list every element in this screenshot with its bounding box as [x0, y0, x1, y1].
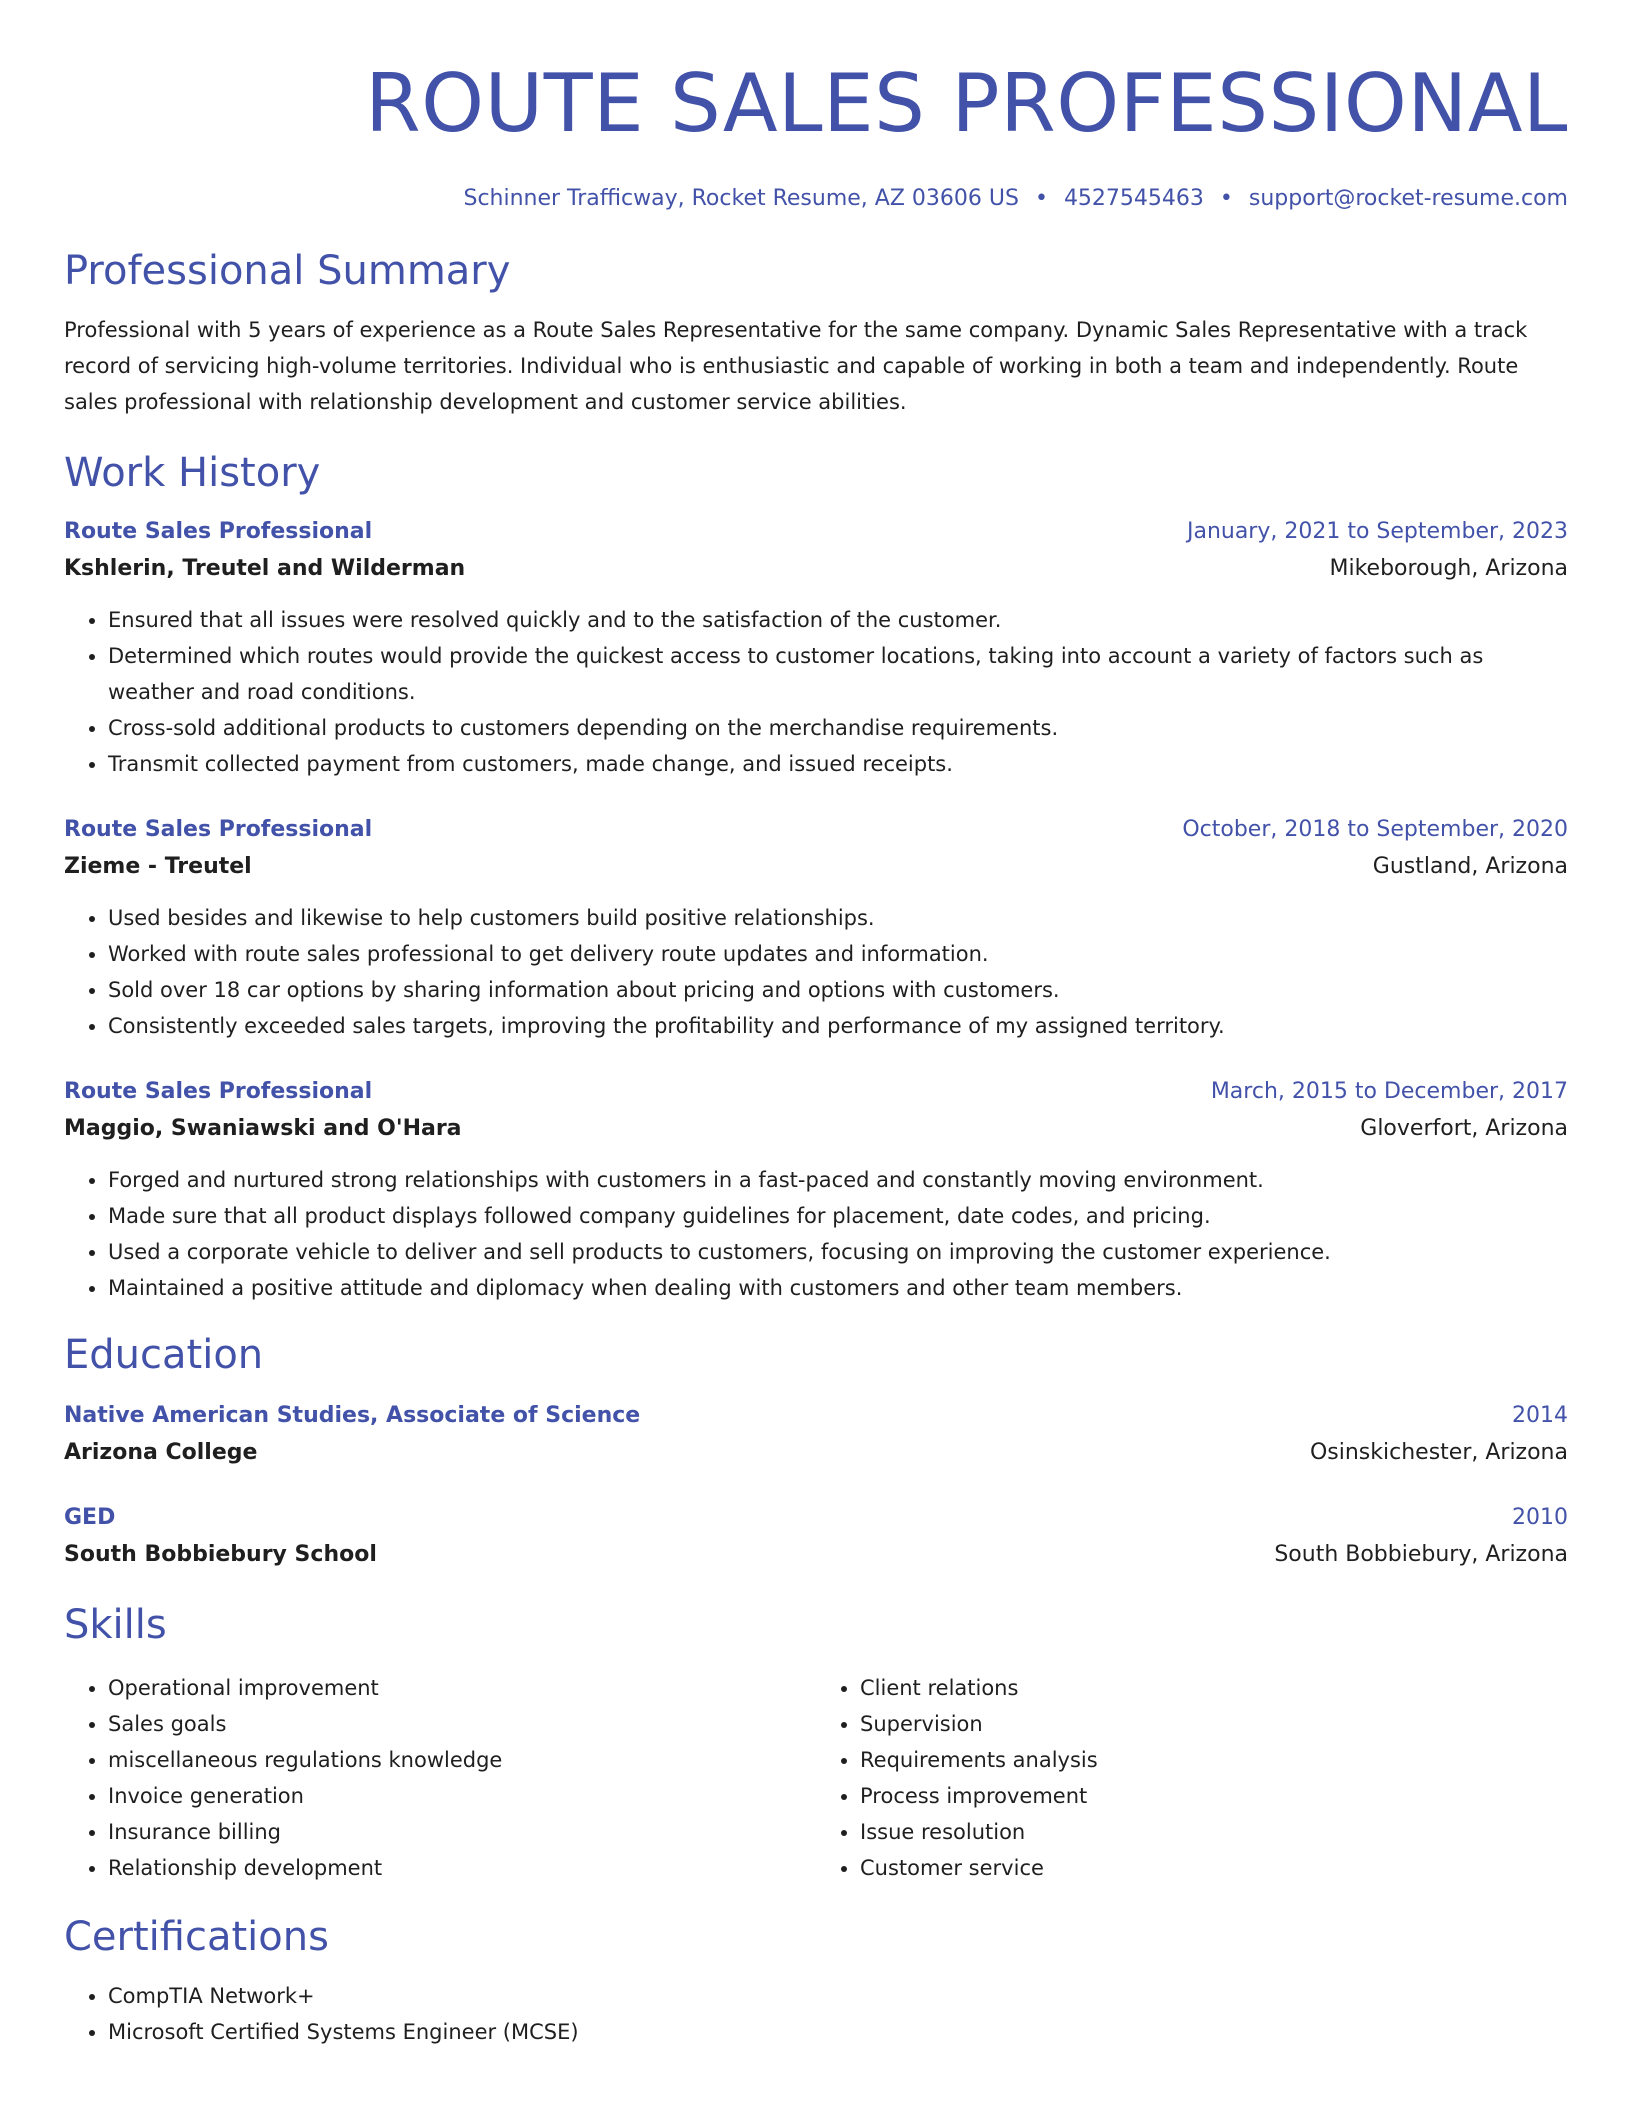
skills-columns [64, 1670, 1568, 1886]
job-bullet: • Determined which routes would provide the quickest access to customer locations, taking into account a variety of factors such as weather and road conditions. [108, 638, 1568, 710]
job-bullets [64, 602, 1568, 782]
skill-item: • Client relations [860, 1670, 1568, 1706]
skill-item: • Supervision [860, 1706, 1568, 1742]
contact-separator: • [1034, 186, 1048, 211]
skill-item: • Invoice generation [108, 1778, 816, 1814]
contact-email[interactable]: support@rocket-resume.com [1248, 186, 1568, 211]
job-bullet: • Made sure that all product displays followed company guidelines for placement, date codes, and pricing. [108, 1198, 1568, 1234]
job-bullet: • Cross-sold additional products to customers depending on the merchandise requirements. [108, 710, 1568, 746]
job-bullet: • Sold over 18 car options by sharing information about pricing and options with customers. [108, 972, 1568, 1008]
job-company: Maggio, Swaniawski and O'Hara [64, 1116, 462, 1141]
education-location: Osinskichester, Arizona [1309, 1440, 1568, 1465]
skill-item: • Sales goals [108, 1706, 816, 1742]
job-bullet: • Transmit collected payment from customers, made change, and issued receipts. [108, 746, 1568, 782]
certification-item: • Microsoft Certified Systems Engineer (MCSE) [108, 2014, 1568, 2050]
job-bullet: • Used besides and likewise to help customers build positive relationships. [108, 900, 1568, 936]
education-year: 2014 [1512, 1403, 1568, 1428]
skill-item: • Relationship development [108, 1850, 816, 1886]
contact-phone: 4527545463 [1063, 186, 1204, 211]
job-location: Gloverfort, Arizona [1360, 1116, 1568, 1141]
job-company: Zieme - Treutel [64, 854, 252, 879]
education-location: South Bobbiebury, Arizona [1274, 1542, 1568, 1567]
job-entry [64, 514, 1568, 782]
certifications-heading: Certifications [64, 1914, 329, 1960]
job-bullets [64, 1162, 1568, 1306]
job-title: Route Sales Professional [64, 817, 373, 842]
education-school: Arizona College [64, 1440, 258, 1465]
summary-heading: Professional Summary [64, 248, 511, 294]
job-dates: October, 2018 to September, 2020 [1182, 817, 1568, 842]
skills-list-left [64, 1670, 816, 1886]
job-title: Route Sales Professional [64, 519, 373, 544]
job-bullets [64, 900, 1568, 1044]
job-company: Kshlerin, Treutel and Wilderman [64, 556, 466, 581]
education-entry [64, 1500, 1568, 1574]
skill-item: • Issue resolution [860, 1814, 1568, 1850]
skill-item: • Requirements analysis [860, 1742, 1568, 1778]
education-entry [64, 1398, 1568, 1472]
skill-item: • miscellaneous regulations knowledge [108, 1742, 816, 1778]
education-school: South Bobbiebury School [64, 1542, 377, 1567]
skill-item: • Process improvement [860, 1778, 1568, 1814]
certifications-list [64, 1978, 1568, 2050]
summary-text: Professional with 5 years of experience as a Route Sales Representative for the same company. Dynamic Sales Representative with a track record of servicing high-volume territories. Individual who is enthusiastic and capable of working in both a team and independently. Route sales professional with relationship development and customer service abilities. [64, 318, 1528, 414]
job-bullet: • Worked with route sales professional to get delivery route updates and information. [108, 936, 1568, 972]
job-location: Gustland, Arizona [1372, 854, 1568, 879]
skill-item: • Customer service [860, 1850, 1568, 1886]
work-history-heading: Work History [64, 450, 321, 496]
certification-item: • CompTIA Network+ [108, 1978, 1568, 2014]
job-dates: March, 2015 to December, 2017 [1210, 1079, 1568, 1104]
job-bullet: • Consistently exceeded sales targets, improving the profitability and performance of my assigned territory. [108, 1008, 1568, 1044]
candidate-name: ROUTE SALES PROFESSIONAL [365, 57, 1568, 150]
education-heading: Education [64, 1332, 264, 1378]
job-bullet: • Forged and nurtured strong relationships with customers in a fast-paced and constantly moving environment. [108, 1162, 1568, 1198]
job-title: Route Sales Professional [64, 1079, 373, 1104]
job-bullet: • Maintained a positive attitude and diplomacy when dealing with customers and other team members. [108, 1270, 1568, 1306]
skills-heading: Skills [64, 1602, 167, 1648]
education-year: 2010 [1512, 1505, 1568, 1530]
skill-item: • Operational improvement [108, 1670, 816, 1706]
job-location: Mikeborough, Arizona [1329, 556, 1568, 581]
job-bullet: • Ensured that all issues were resolved quickly and to the satisfaction of the customer. [108, 602, 1568, 638]
job-entry [64, 1074, 1568, 1306]
contact-address: Schinner Trafficway, Rocket Resume, AZ 03606 US [463, 186, 1019, 211]
skill-item: • Insurance billing [108, 1814, 816, 1850]
job-bullet: • Used a corporate vehicle to deliver and sell products to customers, focusing on improving the customer experience. [108, 1234, 1568, 1270]
job-entry [64, 812, 1568, 1044]
education-degree: GED [64, 1505, 116, 1530]
education-degree: Native American Studies, Associate of Science [64, 1403, 641, 1428]
skills-list-right [816, 1670, 1568, 1886]
contact-separator: • [1219, 186, 1233, 211]
resume-page [64, 56, 1568, 2050]
job-dates: January, 2021 to September, 2023 [1186, 519, 1568, 544]
contact-line [64, 184, 1568, 214]
resume-header [64, 56, 1568, 214]
